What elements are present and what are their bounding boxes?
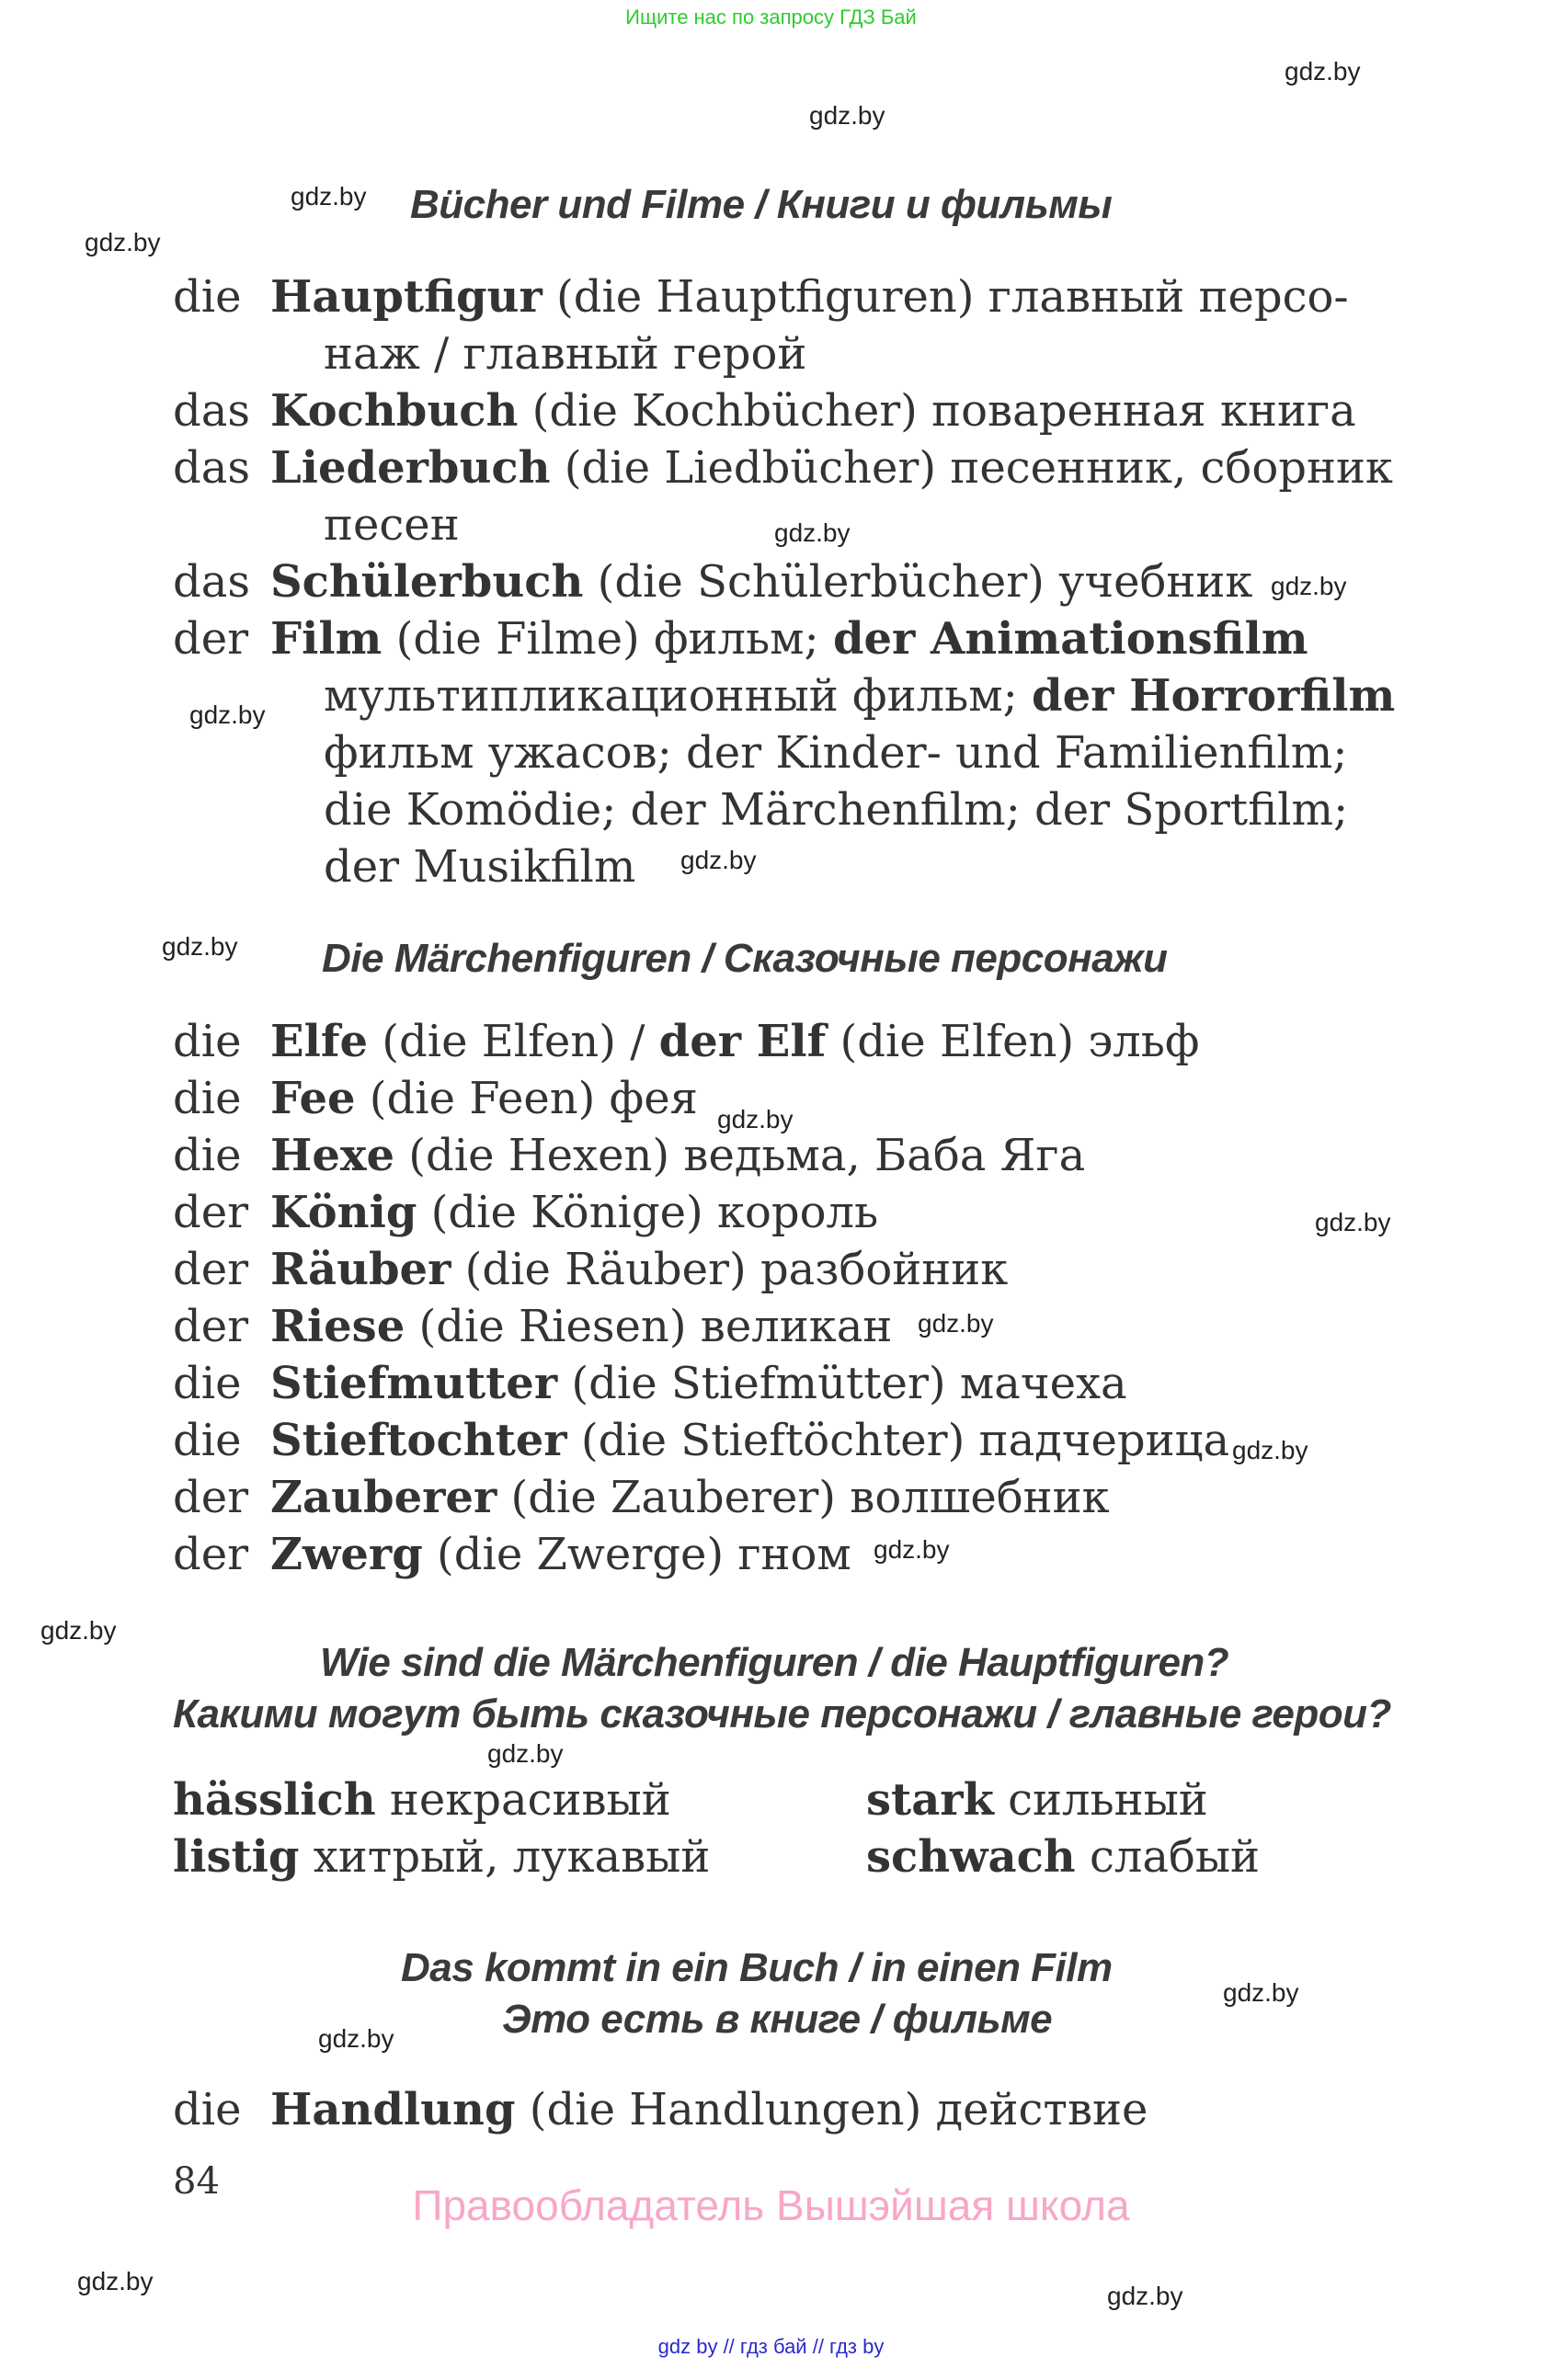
headword: der Elf — [658, 1016, 827, 1067]
headword: Hexe — [270, 1130, 395, 1181]
entry-text: (die Stieftöchter) падчерица — [566, 1415, 1230, 1466]
watermark: gdz.by — [1223, 1978, 1299, 2007]
entry-text: хитрый, лукавый — [299, 1831, 711, 1883]
vocab-entry — [173, 1355, 1127, 1412]
headword: Schülerbuch — [270, 556, 584, 608]
article: der — [173, 613, 249, 665]
entry-text: (die Stiefmütter) мачеха — [557, 1358, 1127, 1409]
watermark: gdz.by — [1285, 57, 1361, 85]
entry-text: (die Zwerge) гном — [422, 1529, 851, 1580]
section-heading-content: Das kommt in ein Buch / in einen Film — [401, 1945, 1113, 1990]
article: die — [173, 1130, 242, 1181]
article: die — [173, 1415, 242, 1466]
adjective-entry — [173, 1831, 710, 1883]
headword: der Horrorfilm — [1032, 670, 1396, 722]
entry-text: (die Hauptfiguren) главный персо- — [542, 271, 1349, 323]
watermark: gdz.by — [874, 1535, 950, 1564]
entry-text: сильный — [993, 1774, 1208, 1826]
entry-text: (die Feen) фея — [355, 1073, 698, 1124]
headword: Liederbuch — [270, 442, 551, 494]
headword: Fee — [270, 1073, 356, 1124]
adjective-entry — [866, 1831, 1260, 1883]
article: die — [173, 1016, 242, 1067]
vocab-entry-continuation: фильм ужасов; der Kinder- und Familienfilm; — [324, 727, 1348, 779]
headword: Zauberer — [270, 1472, 497, 1523]
article: das — [173, 442, 250, 494]
watermark: gdz.by — [1271, 572, 1347, 600]
article: die — [173, 1073, 242, 1124]
headword: Hauptfigur — [270, 271, 543, 323]
headword: Handlung — [270, 2084, 516, 2135]
watermark: gdz.by — [487, 1739, 564, 1768]
section-heading-qualities: Wie sind die Märchenfiguren / die Hauptfiguren? — [320, 1640, 1229, 1685]
vocab-entry — [173, 1241, 1008, 1298]
headword: hässlich — [173, 1774, 376, 1826]
entry-text: (die Elfen) эльф — [826, 1016, 1200, 1067]
entry-text: (die Schülerbücher) учебник — [583, 556, 1253, 608]
article: die — [173, 2084, 242, 2135]
entry-text: (die Könige) король — [417, 1187, 879, 1238]
watermark: gdz.by — [77, 2267, 154, 2295]
vocab-entry — [173, 268, 1349, 325]
adjective-entry — [866, 1774, 1208, 1826]
entry-text: мультипликационный фильм; — [324, 670, 1032, 722]
vocab-entry — [173, 1412, 1229, 1469]
vocab-entry — [173, 439, 1393, 496]
article: der — [173, 1529, 249, 1580]
entry-text: некрасивый — [375, 1774, 671, 1826]
watermark: gdz.by — [918, 1309, 994, 1338]
vocab-entry-continuation: der Musikfilm — [324, 841, 636, 893]
vocab-entry — [173, 1526, 851, 1583]
article: der — [173, 1244, 249, 1295]
entry-text: (die Filme) фильм; — [382, 613, 833, 665]
entry-text: (die Zauberer) волшебник — [497, 1472, 1110, 1523]
article: das — [173, 556, 250, 608]
entry-text: (die Kochbücher) поваренная книга — [518, 385, 1356, 437]
headword: Riese — [270, 1301, 405, 1352]
entry-text: (die Räuber) разбойник — [451, 1244, 1009, 1295]
watermark: gdz.by — [189, 700, 266, 729]
watermark: gdz.by — [318, 2024, 394, 2053]
vocab-entry — [173, 1013, 1199, 1070]
watermark: gdz.by — [85, 228, 161, 256]
watermark: gdz.by — [717, 1105, 794, 1133]
entry-text: (die Handlungen) действие — [515, 2084, 1148, 2135]
adjective-entry — [173, 1774, 671, 1826]
headword: schwach — [866, 1831, 1076, 1883]
vocab-entry-continuation: наж / главный герой — [324, 328, 807, 380]
entry-text: (die Liedbücher) песенник, сборник — [550, 442, 1393, 494]
watermark: gdz.by — [680, 846, 757, 874]
entry-text: (die Elfen) / — [368, 1016, 659, 1067]
headword: stark — [866, 1774, 994, 1826]
vocab-entry-continuation — [324, 667, 1395, 724]
rights-holder: Правообладатель Вышэйшая школа — [412, 2181, 1130, 2229]
vocab-entry — [173, 1184, 878, 1241]
watermark: gdz.by — [1232, 1436, 1308, 1464]
section-heading-qualities-ru: Какими могут быть сказочные персонажи / главные герои? — [173, 1691, 1391, 1737]
vocab-entry — [173, 382, 1356, 439]
vocab-entry — [173, 2081, 1148, 2138]
article: der — [173, 1472, 249, 1523]
vocab-entry — [173, 1127, 1085, 1184]
vocab-entry — [173, 1070, 698, 1127]
watermark: gdz.by — [1107, 2282, 1183, 2310]
headword: Stiefmutter — [270, 1358, 558, 1409]
vocab-entry — [173, 1298, 892, 1355]
headword: Zwerg — [270, 1529, 423, 1580]
article: die — [173, 271, 242, 323]
headword: Stieftochter — [270, 1415, 567, 1466]
vocab-entry — [173, 1469, 1110, 1526]
entry-text: слабый — [1075, 1831, 1261, 1883]
vocab-entry — [173, 553, 1252, 610]
watermark: gdz.by — [809, 101, 885, 130]
article: die — [173, 1358, 242, 1409]
headword: Räuber — [270, 1244, 451, 1295]
section-heading-content-ru: Это есть в книге / фильме — [502, 1997, 1053, 2042]
headword: Kochbuch — [270, 385, 519, 437]
headword: König — [270, 1187, 417, 1238]
entry-text: (die Hexen) ведьма, Баба Яга — [394, 1130, 1086, 1181]
headword: Elfe — [270, 1016, 369, 1067]
watermark: gdz.by — [162, 932, 238, 961]
vocab-entry — [173, 610, 1308, 667]
headword: listig — [173, 1831, 300, 1883]
headword: Film — [270, 613, 383, 665]
vocab-entry-continuation: песен — [324, 499, 460, 551]
article: das — [173, 385, 250, 437]
vocab-entry-continuation: die Komödie; der Märchenfilm; der Sportfilm; — [324, 784, 1349, 836]
entry-text: (die Riesen) великан — [405, 1301, 893, 1352]
section-heading-books: Bücher und Filme / Книги и фильмы — [410, 182, 1113, 227]
watermark: gdz.by — [40, 1616, 117, 1645]
watermark: gdz.by — [774, 518, 851, 547]
headword: der Animationsfilm — [832, 613, 1308, 665]
watermark: gdz.by — [291, 182, 367, 211]
page-number: 84 — [173, 2160, 220, 2203]
footer-links[interactable]: gdz by // гдз бай // гдз by — [657, 2335, 885, 2358]
watermark: gdz.by — [1315, 1208, 1391, 1236]
article: der — [173, 1187, 249, 1238]
section-heading-fairy: Die Märchenfiguren / Сказочные персонажи — [322, 936, 1168, 981]
article: der — [173, 1301, 249, 1352]
top-banner[interactable]: Ищите нас по запросу ГДЗ Бай — [625, 6, 917, 28]
